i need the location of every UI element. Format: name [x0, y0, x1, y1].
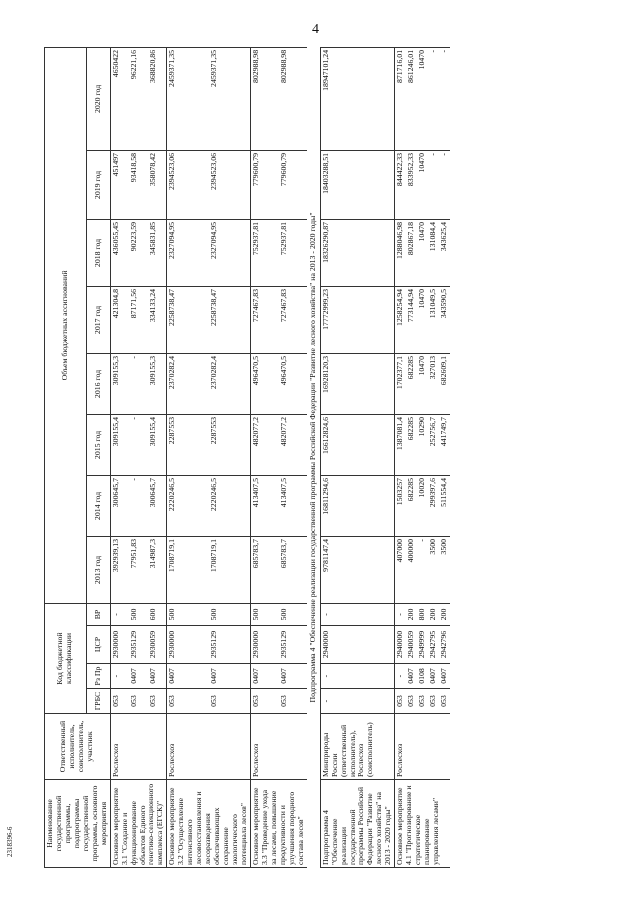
- amount-cell: 2220246,5: [209, 475, 251, 536]
- amount-cell: 2394523,06: [167, 150, 209, 219]
- amount-cell: 441749,7: [439, 414, 450, 475]
- rzpr-code: -: [320, 664, 395, 689]
- grbs-code: 053: [417, 689, 428, 714]
- amount-cell: 752937,81: [279, 219, 306, 286]
- table-row: [395, 47, 406, 867]
- amount-cell: 2370282,4: [167, 353, 209, 414]
- rzpr-code: -: [110, 664, 129, 689]
- amount-cell: 131084,4: [428, 219, 439, 286]
- amount-cell: 10470: [417, 353, 428, 414]
- amount-cell: 682285: [406, 414, 417, 475]
- amount-cell: 682285: [406, 353, 417, 414]
- csr-code: 2935129: [279, 626, 306, 664]
- grbs-code: 053: [250, 689, 279, 714]
- page-number: 4: [312, 22, 319, 37]
- amount-cell: 844422,33: [395, 150, 406, 219]
- executor: Рослесхоз: [110, 714, 167, 780]
- vr-code: 200: [406, 603, 417, 625]
- csr-code: 2930000: [250, 626, 279, 664]
- amount-cell: 4650422: [110, 47, 129, 150]
- activity-name: Подпрограмма 4 "Обеспечение реализации государственной программы Российской Федерации "Развитие лесного хозяйства" на 2013 - 2020 годы": [320, 780, 395, 868]
- header-year-2014: 2014 год: [86, 475, 110, 536]
- amount-cell: 496470,5: [279, 353, 306, 414]
- amount-cell: 358078,42: [148, 150, 167, 219]
- vr-code: 500: [209, 603, 251, 625]
- vr-code: -: [110, 603, 129, 625]
- amount-cell: 2459371,35: [209, 47, 251, 150]
- amount-cell: 10470: [417, 150, 428, 219]
- amount-cell: 16612824,6: [320, 414, 395, 475]
- amount-cell: 252756,7: [428, 414, 439, 475]
- amount-cell: 2258738,47: [167, 286, 209, 353]
- csr-code: 2940059: [406, 626, 417, 664]
- header-year-2020: 2020 год: [86, 47, 110, 150]
- rzpr-code: 0407: [439, 664, 450, 689]
- amount-cell: 18326290,87: [320, 219, 395, 286]
- activity-name: Основное мероприятие 3.2 "Осуществление интенсивного лесовосстановления и лесоразведения обеспечивающих сохранение экологического потенциала лесов": [167, 780, 251, 868]
- activity-name: Основное мероприятие 4.1 "Прогнозирование и стратегическое планирование управления лесами": [395, 780, 450, 868]
- amount-cell: 309155,4: [148, 414, 167, 475]
- header-name: Наименование государственной программы, подпрограммы государственной программы, основного мероприятия: [45, 780, 111, 868]
- subprogram-title: Подпрограмма 4 "Обеспечение реализации государственной программы Российской Федерации "Развитие лесного хозяйства" на 2013 - 2020 годы": [307, 212, 317, 703]
- amount-cell: 400000: [406, 536, 417, 603]
- amount-cell: 77951,83: [129, 536, 147, 603]
- amount-cell: 779600,79: [279, 150, 306, 219]
- amount-cell: 3500: [439, 536, 450, 603]
- amount-cell: 802988,98: [279, 47, 306, 150]
- grbs-code: 053: [167, 689, 209, 714]
- amount-cell: 773144,94: [406, 286, 417, 353]
- amount-cell: 413407,5: [250, 475, 279, 536]
- amount-cell: 802988,98: [250, 47, 279, 150]
- executor: Рослесхоз: [395, 714, 450, 780]
- rzpr-code: 0407: [406, 664, 417, 689]
- rzpr-code: 0407: [250, 664, 279, 689]
- amount-cell: 1708719,1: [209, 536, 251, 603]
- table-row: [167, 47, 209, 867]
- grbs-code: 053: [148, 689, 167, 714]
- csr-code: 2940000: [320, 626, 395, 664]
- grbs-code: 053: [395, 689, 406, 714]
- amount-cell: 87171,56: [129, 286, 147, 353]
- grbs-code: 053: [129, 689, 147, 714]
- amount-cell: 345831,85: [148, 219, 167, 286]
- grbs-code: 053: [439, 689, 450, 714]
- table-row: [250, 47, 279, 867]
- amount-cell: 300645,7: [110, 475, 129, 536]
- header-grbs: ГРБС: [86, 689, 110, 714]
- grbs-code: -: [320, 689, 395, 714]
- amount-cell: 1503257: [395, 475, 406, 536]
- amount-cell: 10290: [417, 414, 428, 475]
- amount-cell: 96221,16: [129, 47, 147, 150]
- rzpr-code: 0407: [279, 664, 306, 689]
- amount-cell: 10020: [417, 475, 428, 536]
- amount-cell: 327013: [428, 353, 439, 414]
- amount-cell: 511554,4: [439, 475, 450, 536]
- amount-cell: 16928120,3: [320, 353, 395, 414]
- amount-cell: 299397,6: [428, 475, 439, 536]
- csr-code: 2935129: [209, 626, 251, 664]
- amount-cell: 2258738,47: [209, 286, 251, 353]
- activity-name: Основное мероприятие 3.1 "Создание и функционирование объектов Единого генетико-селекционного комплекса (ЕГСК)": [110, 780, 167, 868]
- vr-code: -: [395, 603, 406, 625]
- amount-cell: 334133,24: [148, 286, 167, 353]
- subprogram-title-row: [307, 47, 320, 867]
- activity-name: Основное мероприятие 3.3 "Проведение ухода за лесами, повышение продуктивности и улучшения породного состава лесов": [250, 780, 306, 868]
- amount-cell: 727467,83: [250, 286, 279, 353]
- amount-cell: 727467,83: [279, 286, 306, 353]
- vr-code: 500: [279, 603, 306, 625]
- csr-code: 2930000: [167, 626, 209, 664]
- rzpr-code: 0407: [428, 664, 439, 689]
- rzpr-code: 0407: [167, 664, 209, 689]
- vr-code: 500: [129, 603, 147, 625]
- amount-cell: -: [129, 353, 147, 414]
- amount-cell: 2287553: [167, 414, 209, 475]
- executor: Минприроды России (ответственный исполнитель), Рослесхоз (соисполнитель): [320, 714, 395, 780]
- amount-cell: 3500: [428, 536, 439, 603]
- amount-cell: 1387081,4: [395, 414, 406, 475]
- header-year-2016: 2016 год: [86, 353, 110, 414]
- vr-code: 600: [148, 603, 167, 625]
- header-year-2019: 2019 год: [86, 150, 110, 219]
- csr-code: 2942796: [439, 626, 450, 664]
- header-csr: ЦСР: [86, 626, 110, 664]
- amount-cell: 802867,18: [406, 219, 417, 286]
- amount-cell: -: [439, 150, 450, 219]
- amount-cell: 1258254,94: [395, 286, 406, 353]
- amount-cell: 482077,2: [250, 414, 279, 475]
- rotated-table-wrapper: [44, 48, 604, 868]
- amount-cell: 2327094,95: [167, 219, 209, 286]
- amount-cell: 2459371,35: [167, 47, 209, 150]
- amount-cell: 90223,59: [129, 219, 147, 286]
- amount-cell: 421304,8: [110, 286, 129, 353]
- table-row: [320, 47, 395, 867]
- amount-cell: -: [428, 150, 439, 219]
- csr-code: 2940000: [395, 626, 406, 664]
- header-rzpr: Рз Пр: [86, 664, 110, 689]
- amount-cell: 833952,33: [406, 150, 417, 219]
- amount-cell: 9781147,4: [320, 536, 395, 603]
- grbs-code: 053: [406, 689, 417, 714]
- amount-cell: 2327094,95: [209, 219, 251, 286]
- amount-cell: 309155,3: [110, 353, 129, 414]
- grbs-code: 053: [110, 689, 129, 714]
- amount-cell: 300645,7: [148, 475, 167, 536]
- vr-code: 200: [439, 603, 450, 625]
- header-year-2017: 2017 год: [86, 286, 110, 353]
- amount-cell: -: [129, 414, 147, 475]
- amount-cell: 407000: [395, 536, 406, 603]
- budget-table: [44, 47, 450, 868]
- rzpr-code: -: [395, 664, 406, 689]
- rzpr-code: 0407: [209, 664, 251, 689]
- amount-cell: 2287553: [209, 414, 251, 475]
- vr-code: 500: [167, 603, 209, 625]
- vr-code: 800: [417, 603, 428, 625]
- vr-code: 200: [428, 603, 439, 625]
- csr-code: 2930059: [148, 626, 167, 664]
- amount-cell: 368820,86: [148, 47, 167, 150]
- vr-code: -: [320, 603, 395, 625]
- vr-code: 500: [250, 603, 279, 625]
- amount-cell: 309155,4: [110, 414, 129, 475]
- amount-cell: 752937,81: [250, 219, 279, 286]
- executor: Рослесхоз: [167, 714, 251, 780]
- amount-cell: 1708719,1: [167, 536, 209, 603]
- grbs-code: 053: [428, 689, 439, 714]
- amount-cell: 18403288,51: [320, 150, 395, 219]
- amount-cell: 2370282,4: [209, 353, 251, 414]
- table-row: [110, 47, 129, 867]
- amount-cell: 496470,5: [250, 353, 279, 414]
- amount-cell: 413407,5: [279, 475, 306, 536]
- amount-cell: 436055,45: [110, 219, 129, 286]
- amount-cell: 1288046,98: [395, 219, 406, 286]
- header-kbk-group: Код бюджетной классификации: [45, 603, 87, 713]
- header-vr: ВР: [86, 603, 110, 625]
- amount-cell: -: [129, 475, 147, 536]
- csr-code: 2935129: [129, 626, 147, 664]
- csr-code: 2942795: [428, 626, 439, 664]
- amount-cell: 861246,01: [406, 47, 417, 150]
- amount-cell: 871716,01: [395, 47, 406, 150]
- table-body: [110, 47, 450, 867]
- amount-cell: 10470: [417, 219, 428, 286]
- amount-cell: 17772999,23: [320, 286, 395, 353]
- amount-cell: 685783,7: [250, 536, 279, 603]
- amount-cell: 131049,5: [428, 286, 439, 353]
- header-year-2018: 2018 год: [86, 219, 110, 286]
- amount-cell: 392939,13: [110, 536, 129, 603]
- amount-cell: 343590,5: [439, 286, 450, 353]
- amount-cell: 314987,3: [148, 536, 167, 603]
- amount-cell: 343625,4: [439, 219, 450, 286]
- amount-cell: 10470: [417, 286, 428, 353]
- amount-cell: 451497: [110, 150, 129, 219]
- rzpr-code: 0407: [148, 664, 167, 689]
- grbs-code: 053: [209, 689, 251, 714]
- amount-cell: 10470: [417, 47, 428, 150]
- amount-cell: 682609,1: [439, 353, 450, 414]
- header-executor: Ответственный исполнитель, соисполнитель, участник: [45, 714, 111, 780]
- document-code: 2318396-6: [6, 826, 14, 857]
- amount-cell: -: [428, 47, 439, 150]
- amount-cell: 309155,3: [148, 353, 167, 414]
- amount-cell: 93418,58: [129, 150, 147, 219]
- amount-cell: 2220246,5: [167, 475, 209, 536]
- header-year-2013: 2013 год: [86, 536, 110, 603]
- amount-cell: 2394523,06: [209, 150, 251, 219]
- amount-cell: 18947101,24: [320, 47, 395, 150]
- csr-code: 2949999: [417, 626, 428, 664]
- executor: Рослесхоз: [250, 714, 306, 780]
- amount-cell: 16811294,6: [320, 475, 395, 536]
- amount-cell: -: [417, 536, 428, 603]
- amount-cell: 1702377,1: [395, 353, 406, 414]
- header-volume-group: Объем бюджетных ассигнований: [45, 47, 87, 603]
- amount-cell: 482077,2: [279, 414, 306, 475]
- rzpr-code: 0108: [417, 664, 428, 689]
- table-header: [45, 47, 111, 867]
- rzpr-code: 0407: [129, 664, 147, 689]
- amount-cell: 682285: [406, 475, 417, 536]
- header-year-2015: 2015 год: [86, 414, 110, 475]
- amount-cell: -: [439, 47, 450, 150]
- csr-code: 2930000: [110, 626, 129, 664]
- grbs-code: 053: [279, 689, 306, 714]
- amount-cell: 779600,79: [250, 150, 279, 219]
- amount-cell: 685783,7: [279, 536, 306, 603]
